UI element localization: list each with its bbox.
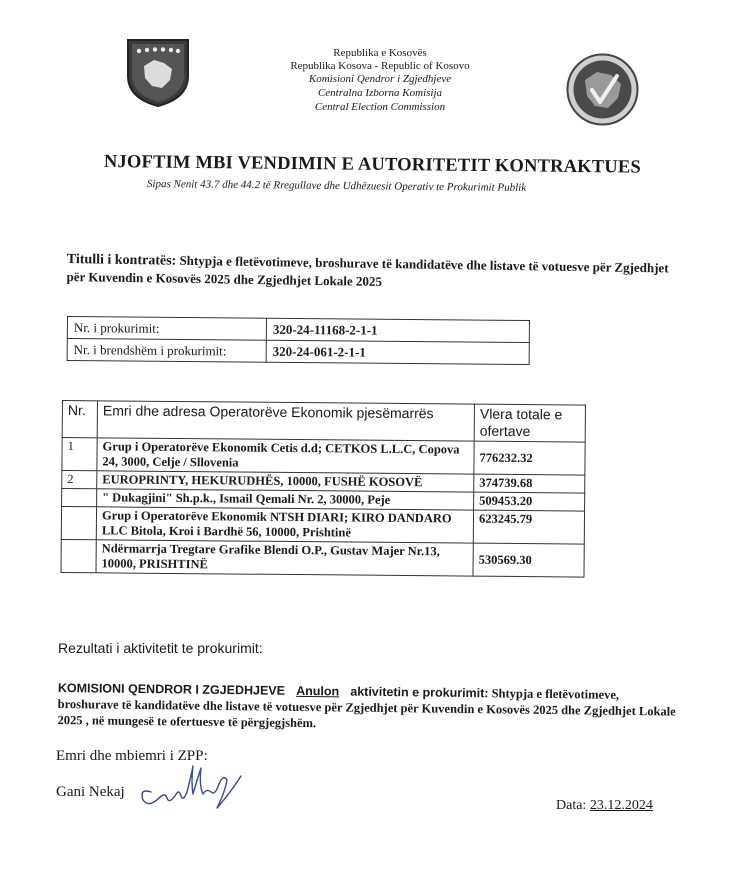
table-header-row: [62, 401, 585, 443]
reference-label: Nr. i brendshëm i prokurimit:: [67, 339, 266, 363]
table-row: [61, 507, 584, 545]
kosovo-coat-of-arms-icon: [124, 36, 192, 108]
offers-table: [60, 400, 585, 578]
contract-title-block: [66, 250, 676, 295]
procurement-reference-table: [67, 316, 530, 365]
offer-operator: Grup i Operatorëve Ekonomik Cetis d.d; CETKOS L.L.C, Copova 24, 3000, Celje / Sllovenia: [97, 438, 474, 474]
column-header-operator: Emri dhe adresa Operatorëve Ekonomik pjesëmarrës: [97, 401, 474, 441]
election-commission-logo-icon: [565, 52, 640, 127]
offer-nr: [62, 489, 97, 507]
offer-nr: 2: [62, 471, 97, 489]
offer-value: 776232.32: [474, 441, 585, 475]
table-row: [67, 339, 529, 365]
column-header-nr: Nr.: [62, 401, 97, 438]
institution-line: Central Election Commission: [314, 101, 446, 113]
institution-line: Republika e Kosovës: [333, 47, 427, 59]
decision-object: aktivitetin e prokurimit:: [350, 684, 489, 701]
offer-value: 623245.79: [473, 510, 584, 544]
offer-operator: EUROPRINTY, HEKURUDHËS, 10000, FUSHË KOSOVË: [97, 471, 474, 492]
institution-line: Centralna Izborna Komisija: [317, 87, 443, 99]
reference-label: Nr. i prokurimit:: [67, 317, 266, 341]
signatory-label: Emri dhe mbiemri i ZPP:: [56, 748, 208, 764]
handwritten-signature: [137, 762, 247, 810]
offer-nr: 1: [62, 438, 97, 471]
offer-value: 509453.20: [474, 492, 585, 511]
result-label: Rezultati i aktivitetit te prokurimit:: [58, 640, 263, 656]
offer-nr: [61, 539, 96, 572]
result-text: Shtypja e fletëvotimeve, broshurave të kandidatëve dhe listave të votuesve për Zgjedhjet për Kuvendin e Kosovës 2025 dhe Zgjedhjet Lokale 2025 , në mungesë te ofertuesve të përgjegjshëm.: [57, 686, 676, 731]
contract-title-value: Shtypja e fletëvotimeve, broshurave të kandidatëve dhe listave të votuesve për Zgjedhjet për Kuvendin e Kosovës 2025 dhe Zgjedhjet Lokale 2025: [66, 252, 669, 289]
contract-title-label: Titulli i kontratës:: [66, 251, 177, 269]
offer-operator: " Dukagjini" Sh.p.k., Ismail Qemali Nr. 2, 30000, Peje: [97, 489, 474, 510]
commission-name: KOMISIONI QENDROR I ZGJEDHJEVE: [57, 680, 286, 698]
institution-line: Republika Kosova - Republic of Kosovo: [290, 60, 470, 72]
date-label: Data:: [556, 798, 587, 813]
reference-value: 320-24-11168-2-1-1: [266, 318, 529, 342]
date-field: [556, 798, 653, 814]
decision-word: Anulon: [296, 683, 340, 699]
reference-value: 320-24-061-2-1-1: [266, 340, 529, 364]
result-paragraph: [57, 680, 682, 736]
offer-value: 374739.68: [474, 474, 585, 493]
institution-line: Komisioni Qendror i Zgjedhjeve: [308, 73, 452, 85]
offer-value: 530569.30: [473, 543, 584, 577]
table-row: [62, 438, 585, 476]
notice-subtitle: Sipas Nenit 43.7 dhe 44.2 të Rregullave dhe Udhëzuesit Operativ te Prokurimit Publik: [146, 178, 527, 194]
notice-title: NJOFTIM MBI VENDIMIN E AUTORITETIT KONTRAKTUES: [103, 152, 642, 178]
signatory-name: Gani Nekaj: [56, 784, 125, 800]
offer-operator: Ndërmarrja Tregtare Grafike Blendi O.P., Gustav Majer Nr.13, 10000, PRISHTINË: [96, 540, 473, 576]
table-row: [61, 539, 584, 577]
offer-nr: [61, 507, 96, 540]
date-value: 23.12.2024: [589, 798, 653, 813]
column-header-value: Vlera totale e ofertave: [474, 404, 585, 442]
offer-operator: Grup i Operatorëve Ekonomik NTSH DIARI; KIRO DANDARO LLC Bitola, Kroi i Bardhë 56, 10000, Prishtinë: [96, 507, 473, 543]
